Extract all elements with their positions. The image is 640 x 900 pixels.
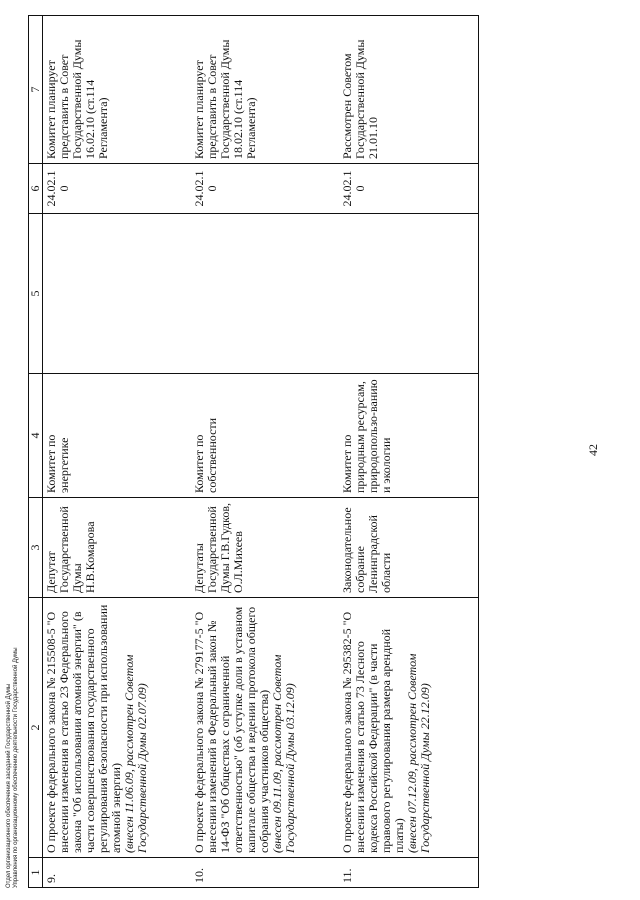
bill-note: (внесен 07.12.09, рассмотрен Советом Государственной Думы 22.12.09) — [404, 653, 432, 853]
bill-title: О проекте федерального закона № 295382-5 "О внесении изменения в статью 73 Лесного кодекса Российской Федерации" (в части правового регулирования размера арендной платы) — [339, 611, 406, 853]
date: 24.02.10 — [43, 164, 191, 214]
bill-note: (внесен 11.06.09, рассмотрен Советом Государственной Думы 02.07.09) — [122, 654, 149, 853]
row-number: 9. — [43, 858, 191, 888]
header-col-4: 4 — [29, 374, 43, 498]
header-row — [29, 16, 43, 888]
header-col-5: 5 — [29, 214, 43, 374]
header-col-2: 2 — [29, 598, 43, 858]
date: 24.02.10 — [191, 164, 339, 214]
committee: Комитет по собственности — [191, 374, 339, 498]
bill-description — [191, 598, 339, 858]
bill-author: Депутаты Государственной Думы Г.В.Гудков, О.Л.Михеев — [191, 498, 339, 598]
column-5-cell — [43, 214, 191, 374]
bill-description — [43, 598, 191, 858]
status: Комитет планирует представить в Совет Государственной Думы 16.02.10 (ст.114 Регламента) — [43, 16, 191, 164]
footer — [6, 647, 20, 888]
footer-line-2: Управления по организационному обеспечению деятельности Государственной Думы — [13, 647, 19, 888]
bills-table — [28, 15, 479, 888]
header-col-6: 6 — [29, 164, 43, 214]
status: Рассмотрен Советом Государственной Думы 21.01.10 — [339, 16, 479, 164]
header-col-3: 3 — [29, 498, 43, 598]
footer-line-1: Отдел организационного обеспечения заседаний Государственной Думы — [6, 683, 12, 888]
bill-author: Депутат Государственной Думы Н.В.Комарова — [43, 498, 191, 598]
bill-note: (внесен 09.11.09, рассмотрен Советом Государственной Думы 03.12.09) — [269, 654, 297, 853]
status: Комитет планирует представить в Совет Государственной Думы 18.02.10 (ст.114 Регламента) — [191, 16, 339, 164]
bill-description — [339, 598, 479, 858]
table-row — [43, 16, 191, 888]
page-number: 42 — [586, 444, 600, 456]
bill-title: О проекте федерального закона № 279177-5 "О внесении изменений в Федеральный закон № 14-ФЗ "Об Обществах с ограниченной ответственностью" (об уступке доли в уставном капитале общества и ведении протокола общего собрания участников общества) — [191, 606, 271, 853]
table-row — [191, 16, 339, 888]
committee: Комитет по энергетике — [43, 374, 191, 498]
date: 24.02.10 — [339, 164, 479, 214]
header-col-7: 7 — [29, 16, 43, 164]
bill-author: Законодательное собрание Ленинградской области — [339, 498, 479, 598]
header-col-1: 1 — [29, 858, 43, 888]
bill-title: О проекте федерального закона № 215508-5 "О внесении изменения в статью 23 Федерального закона "Об использовании атомной энергии" (в части совершенствования государственного регулирования безопасности при использовании атомной энергии) — [44, 604, 123, 853]
table-row — [339, 16, 479, 888]
row-number: 10. — [191, 858, 339, 888]
committee: Комитет по природным ресурсам, природопользо-ванию и экологии — [339, 374, 479, 498]
column-5-cell — [339, 214, 479, 374]
column-5-cell — [191, 214, 339, 374]
row-number: 11. — [339, 858, 479, 888]
